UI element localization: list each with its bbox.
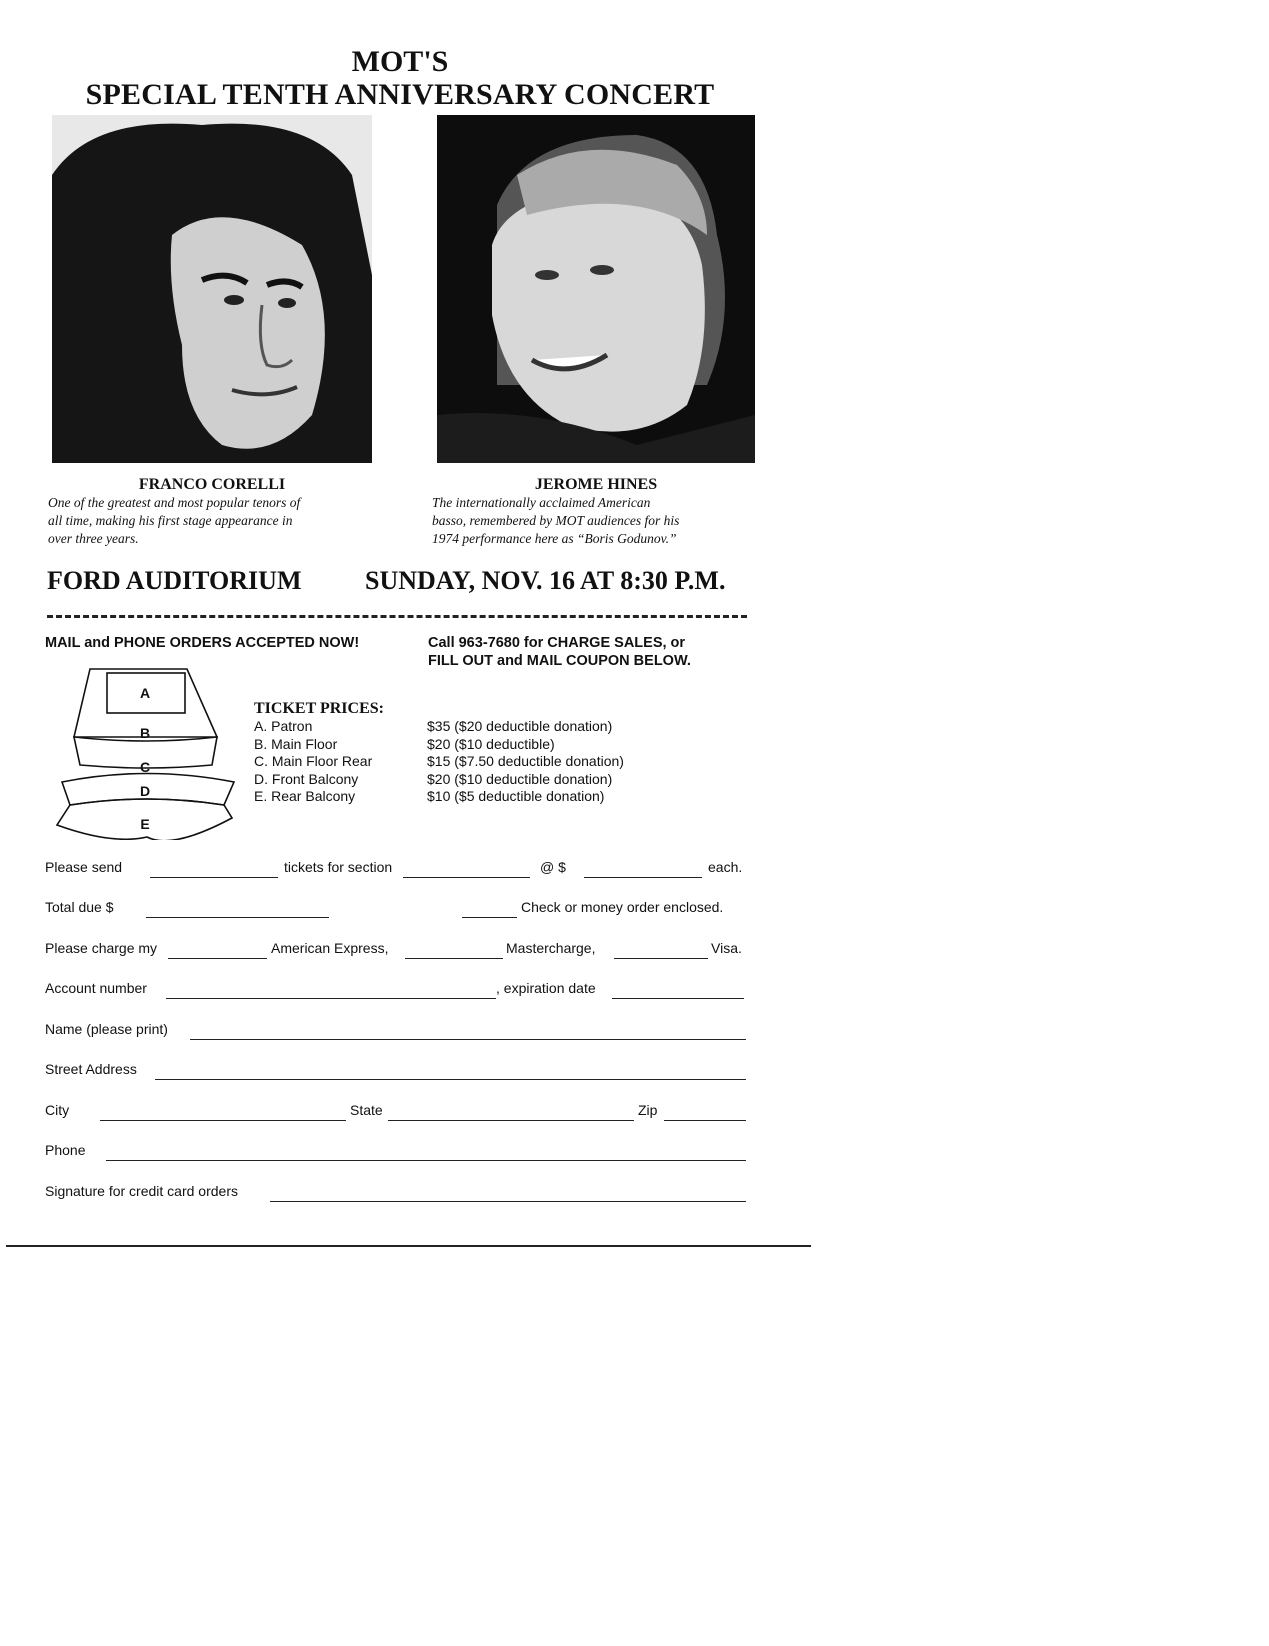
seating-chart — [52, 665, 242, 840]
artist-desc-corelli: One of the greatest and most popular tenors of all time, making his first stage appearance in over three years. — [48, 495, 301, 546]
signature-label: Signature for credit card orders — [45, 1183, 238, 1199]
at-price-label: @ $ — [540, 859, 566, 875]
bottom-rule — [6, 1245, 811, 1247]
check-enclosed-label: Check or money order enclosed. — [521, 899, 724, 915]
account-number-label: Account number — [45, 980, 147, 996]
price-amounts — [427, 718, 624, 806]
price-amount-e: $10 ($5 deductible donation) — [427, 788, 605, 804]
price-amount-d: $20 ($10 deductible donation) — [427, 770, 613, 787]
total-due-label: Total due $ — [45, 899, 114, 915]
price-each-field[interactable] — [584, 877, 702, 878]
price-section-d: D. Front Balcony — [254, 770, 359, 787]
title-line-2: SPECIAL TENTH ANNIVERSARY CONCERT — [85, 78, 715, 111]
zip-field[interactable] — [664, 1120, 746, 1121]
phone-field[interactable] — [106, 1160, 746, 1161]
price-amount-a: $35 ($20 deductible donation) — [427, 718, 613, 734]
orders-accepted: MAIL and PHONE ORDERS ACCEPTED NOW! — [45, 635, 360, 651]
mastercharge-label: Mastercharge, — [506, 940, 596, 956]
venue: FORD AUDITORIUM — [47, 566, 302, 595]
price-section-b: B. Main Floor — [254, 735, 338, 752]
amex-label: American Express, — [271, 940, 389, 956]
zip-label: Zip — [638, 1102, 658, 1118]
state-label: State — [350, 1102, 383, 1118]
check-enclosed-field[interactable] — [462, 917, 517, 918]
account-number-field[interactable] — [166, 998, 496, 999]
price-amount-b: $20 ($10 deductible) — [427, 735, 555, 752]
ticket-prices-title: TICKET PRICES: — [254, 700, 384, 717]
please-send-label: Please send — [45, 859, 123, 875]
please-charge-label: Please charge my — [45, 940, 158, 956]
price-section-e: E. Rear Balcony — [254, 788, 356, 804]
phone-label: Phone — [45, 1142, 86, 1158]
section-field[interactable] — [403, 877, 530, 878]
amex-field[interactable] — [168, 958, 267, 959]
section-label-d: D — [139, 783, 151, 799]
section-label-c: C — [139, 759, 151, 775]
cut-line — [47, 615, 747, 618]
expiration-date-label: , expiration date — [496, 980, 596, 996]
state-field[interactable] — [388, 1120, 634, 1121]
city-field[interactable] — [100, 1120, 346, 1121]
jerome-hines-photo — [437, 115, 755, 463]
street-address-field[interactable] — [155, 1079, 746, 1080]
section-label-b: B — [139, 725, 151, 741]
name-label: Name (please print) — [45, 1021, 168, 1037]
event-datetime: SUNDAY, NOV. 16 AT 8:30 P.M. — [365, 566, 726, 595]
city-label: City — [45, 1102, 70, 1118]
ticket-quantity-field[interactable] — [150, 877, 278, 878]
artist-desc-hines: The internationally acclaimed American basso, remembered by MOT audiences for his 1974 performance here as “Boris Godunov.” — [432, 495, 680, 546]
section-label-e: E — [140, 816, 150, 832]
street-address-label: Street Address — [45, 1061, 137, 1077]
name-field[interactable] — [190, 1039, 746, 1040]
section-label-a: A — [139, 685, 151, 701]
total-due-field[interactable] — [146, 917, 329, 918]
price-section-a: A. Patron — [254, 718, 313, 734]
expiration-date-field[interactable] — [612, 998, 744, 999]
each-label: each. — [708, 859, 743, 875]
franco-corelli-photo — [52, 115, 372, 463]
orders-call: Call 963-7680 for CHARGE SALES, or FILL OUT and MAIL COUPON BELOW. — [428, 635, 691, 669]
artist-name-hines: JEROME HINES — [534, 476, 658, 493]
price-amount-c: $15 ($7.50 deductible donation) — [427, 753, 624, 769]
title-line-1: MOT'S — [351, 45, 449, 78]
visa-field[interactable] — [614, 958, 708, 959]
signature-field[interactable] — [270, 1201, 746, 1202]
visa-label: Visa. — [711, 940, 742, 956]
artist-name-corelli: FRANCO CORELLI — [138, 476, 286, 493]
mastercharge-field[interactable] — [405, 958, 503, 959]
price-section-c: C. Main Floor Rear — [254, 753, 373, 769]
tickets-for-section-label: tickets for section — [284, 859, 393, 875]
price-sections — [254, 718, 372, 806]
